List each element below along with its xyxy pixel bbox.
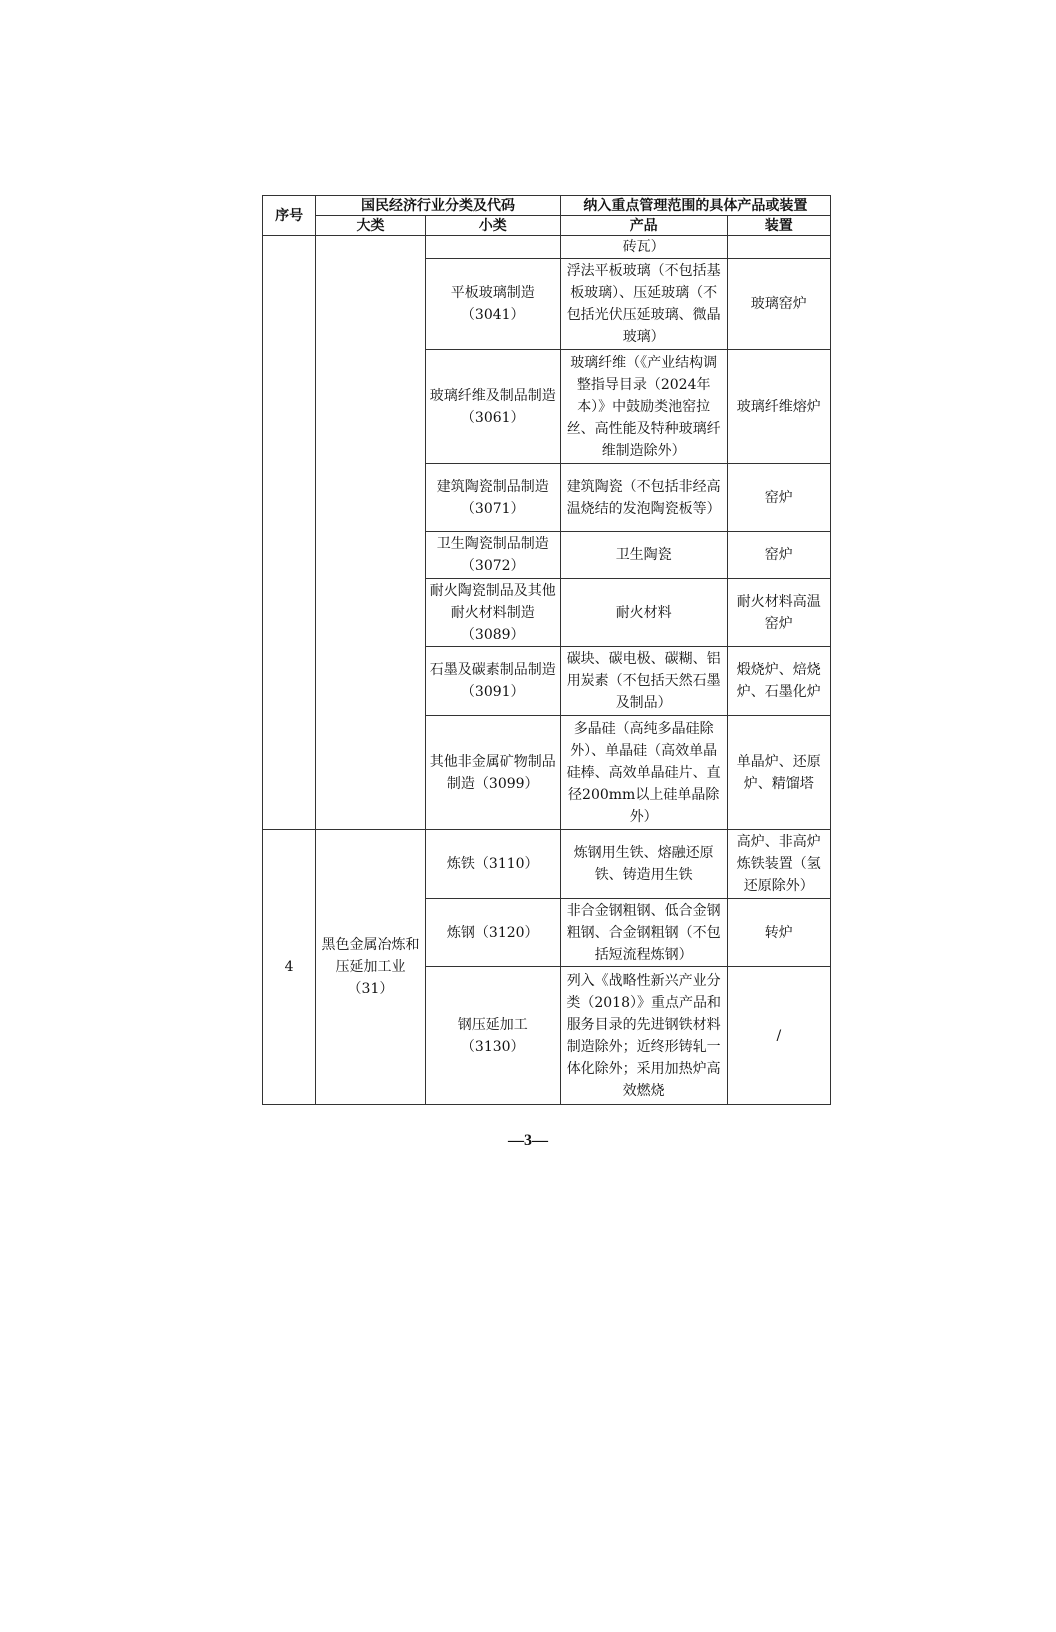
cell-device: 单晶炉、还原炉、精馏塔 <box>727 716 830 830</box>
cell-product: 砖瓦） <box>560 236 727 259</box>
cell-device: 耐火材料高温窑炉 <box>727 579 830 647</box>
cell-minor <box>425 236 560 259</box>
cell-device: 煅烧炉、焙烧炉、石墨化炉 <box>727 647 830 716</box>
cell-minor: 炼钢（3120） <box>425 899 560 967</box>
cell-product: 列入《战略性新兴产业分类（2018）》重点产品和服务目录的先进钢铁材料制造除外；近终形铸轧一体化除外；采用加热炉高效燃烧 <box>560 967 727 1105</box>
cell-device <box>727 236 830 259</box>
cell-device: 高炉、非高炉炼铁装置（氢还原除外） <box>727 830 830 899</box>
classification-table <box>262 195 831 1105</box>
cell-device: 窑炉 <box>727 532 830 579</box>
header-minor: 小类 <box>425 216 560 236</box>
header-seq: 序号 <box>263 196 316 236</box>
table-row <box>263 830 831 899</box>
cell-minor: 卫生陶瓷制品制造（3072） <box>425 532 560 579</box>
table-row <box>263 236 831 259</box>
cell-product: 碳块、碳电极、碳糊、铝用炭素（不包括天然石墨及制品） <box>560 647 727 716</box>
header-device: 装置 <box>727 216 830 236</box>
cell-major: 黑色金属冶炼和压延加工业（31） <box>316 830 426 1105</box>
cell-product: 玻璃纤维（《产业结构调整指导目录（2024年本）》中鼓励类池窑拉丝、高性能及特种玻璃纤维制造除外） <box>560 350 727 464</box>
cell-product: 浮法平板玻璃（不包括基板玻璃）、压延玻璃（不包括光伏压延玻璃、微晶玻璃） <box>560 259 727 350</box>
cell-minor: 玻璃纤维及制品制造（3061） <box>425 350 560 464</box>
header-industry-group: 国民经济行业分类及代码 <box>316 196 561 216</box>
cell-minor: 平板玻璃制造（3041） <box>425 259 560 350</box>
cell-product: 耐火材料 <box>560 579 727 647</box>
cell-minor: 建筑陶瓷制品制造（3071） <box>425 464 560 532</box>
cell-minor: 其他非金属矿物制品制造（3099） <box>425 716 560 830</box>
cell-minor: 石墨及碳素制品制造（3091） <box>425 647 560 716</box>
cell-seq <box>263 236 316 830</box>
cell-product: 建筑陶瓷（不包括非经高温烧结的发泡陶瓷板等） <box>560 464 727 532</box>
cell-product: 非合金钢粗钢、低合金钢粗钢、合金钢粗钢（不包括短流程炼钢） <box>560 899 727 967</box>
cell-device: 玻璃窑炉 <box>727 259 830 350</box>
page-number: —3— <box>508 1132 548 1149</box>
header-scope-group: 纳入重点管理范围的具体产品或装置 <box>560 196 830 216</box>
cell-device: 窑炉 <box>727 464 830 532</box>
cell-product: 炼钢用生铁、熔融还原铁、铸造用生铁 <box>560 830 727 899</box>
cell-minor: 耐火陶瓷制品及其他耐火材料制造（3089） <box>425 579 560 647</box>
cell-seq: 4 <box>263 830 316 1105</box>
cell-product: 多晶硅（高纯多晶硅除外）、单晶硅（高效单晶硅棒、高效单晶硅片、直径200mm以上硅单晶除外） <box>560 716 727 830</box>
cell-minor: 炼铁（3110） <box>425 830 560 899</box>
header-product: 产品 <box>560 216 727 236</box>
cell-product: 卫生陶瓷 <box>560 532 727 579</box>
cell-device: / <box>727 967 830 1105</box>
cell-device: 转炉 <box>727 899 830 967</box>
header-major: 大类 <box>316 216 426 236</box>
cell-minor: 钢压延加工（3130） <box>425 967 560 1105</box>
cell-major <box>316 236 426 830</box>
cell-device: 玻璃纤维熔炉 <box>727 350 830 464</box>
